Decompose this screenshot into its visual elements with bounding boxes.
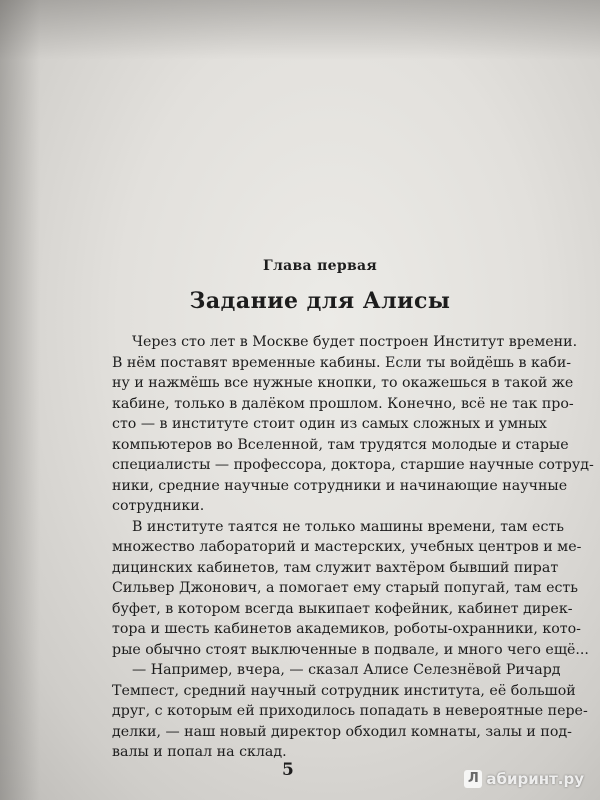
text-line: сто — в институте стоит один из самых сложных и умных bbox=[112, 416, 547, 432]
text-line: рые обычно стоят выключенные в подвале, и много чего ещё... bbox=[112, 641, 589, 658]
text-line: сотрудники. bbox=[112, 498, 205, 514]
watermark bbox=[464, 770, 584, 788]
page-number: 5 bbox=[282, 760, 294, 780]
text-line: друг, с которым ей приходилось попадать в невероятные пере- bbox=[112, 703, 588, 719]
text-line: множество лабораторий и мастерских, учебных центров и ме- bbox=[112, 539, 582, 555]
page-shadow-left bbox=[0, 0, 40, 800]
text-line: компьютеров во Вселенной, там трудятся молодые и старые bbox=[112, 436, 569, 453]
text-line: В нём поставят временные кабины. Если ты войдёшь в каби- bbox=[112, 354, 572, 371]
text-line: дицинских кабинетов, там служит вахтёром бывший пират bbox=[112, 559, 559, 576]
chapter-label: Глава первая bbox=[263, 258, 377, 274]
text-line: В институте таятся не только машины времени, там есть bbox=[132, 518, 564, 535]
text-line: кабине, только в далёком прошлом. Конечно, всё не так про- bbox=[112, 395, 574, 412]
text-line: тора и шесть кабинетов академиков, роботы-охранники, кото- bbox=[112, 621, 581, 637]
text-line: Через сто лет в Москве будет построен Институт времени. bbox=[132, 334, 578, 350]
paragraph-1 bbox=[112, 332, 594, 517]
text-block bbox=[112, 258, 594, 763]
text-line: Сильвер Джонович, а помогает ему старый попугай, там есть bbox=[112, 580, 578, 596]
text-line: буфет, в котором всегда выкипает кофейник, кабинет дирек- bbox=[112, 600, 573, 617]
text-line: — Например, вчера, — сказал Алисе Селезнёвой Ричард bbox=[132, 662, 561, 678]
page-shadow-top bbox=[0, 0, 600, 60]
text-line: специалисты — профессора, доктора, старшие научные сотруд- bbox=[112, 457, 594, 473]
text-line: ники, средние научные сотрудники и начинающие научные bbox=[112, 477, 568, 494]
text-line: Темпест, средний научный сотрудник института, её большой bbox=[112, 682, 576, 699]
paragraph-3 bbox=[112, 660, 588, 763]
paragraph-2 bbox=[112, 517, 589, 661]
text-line: ну и нажмёшь все нужные кнопки, то окажешься в такой же bbox=[112, 375, 574, 391]
chapter-title: Задание для Алисы bbox=[189, 288, 451, 314]
watermark-logo-icon: Л bbox=[464, 770, 482, 788]
watermark-text: абиринт.ру bbox=[486, 770, 584, 788]
text-line: валы и попал на склад. bbox=[112, 744, 287, 760]
text-line: делки, — наш новый директор обходил комнаты, залы и под- bbox=[112, 723, 572, 740]
